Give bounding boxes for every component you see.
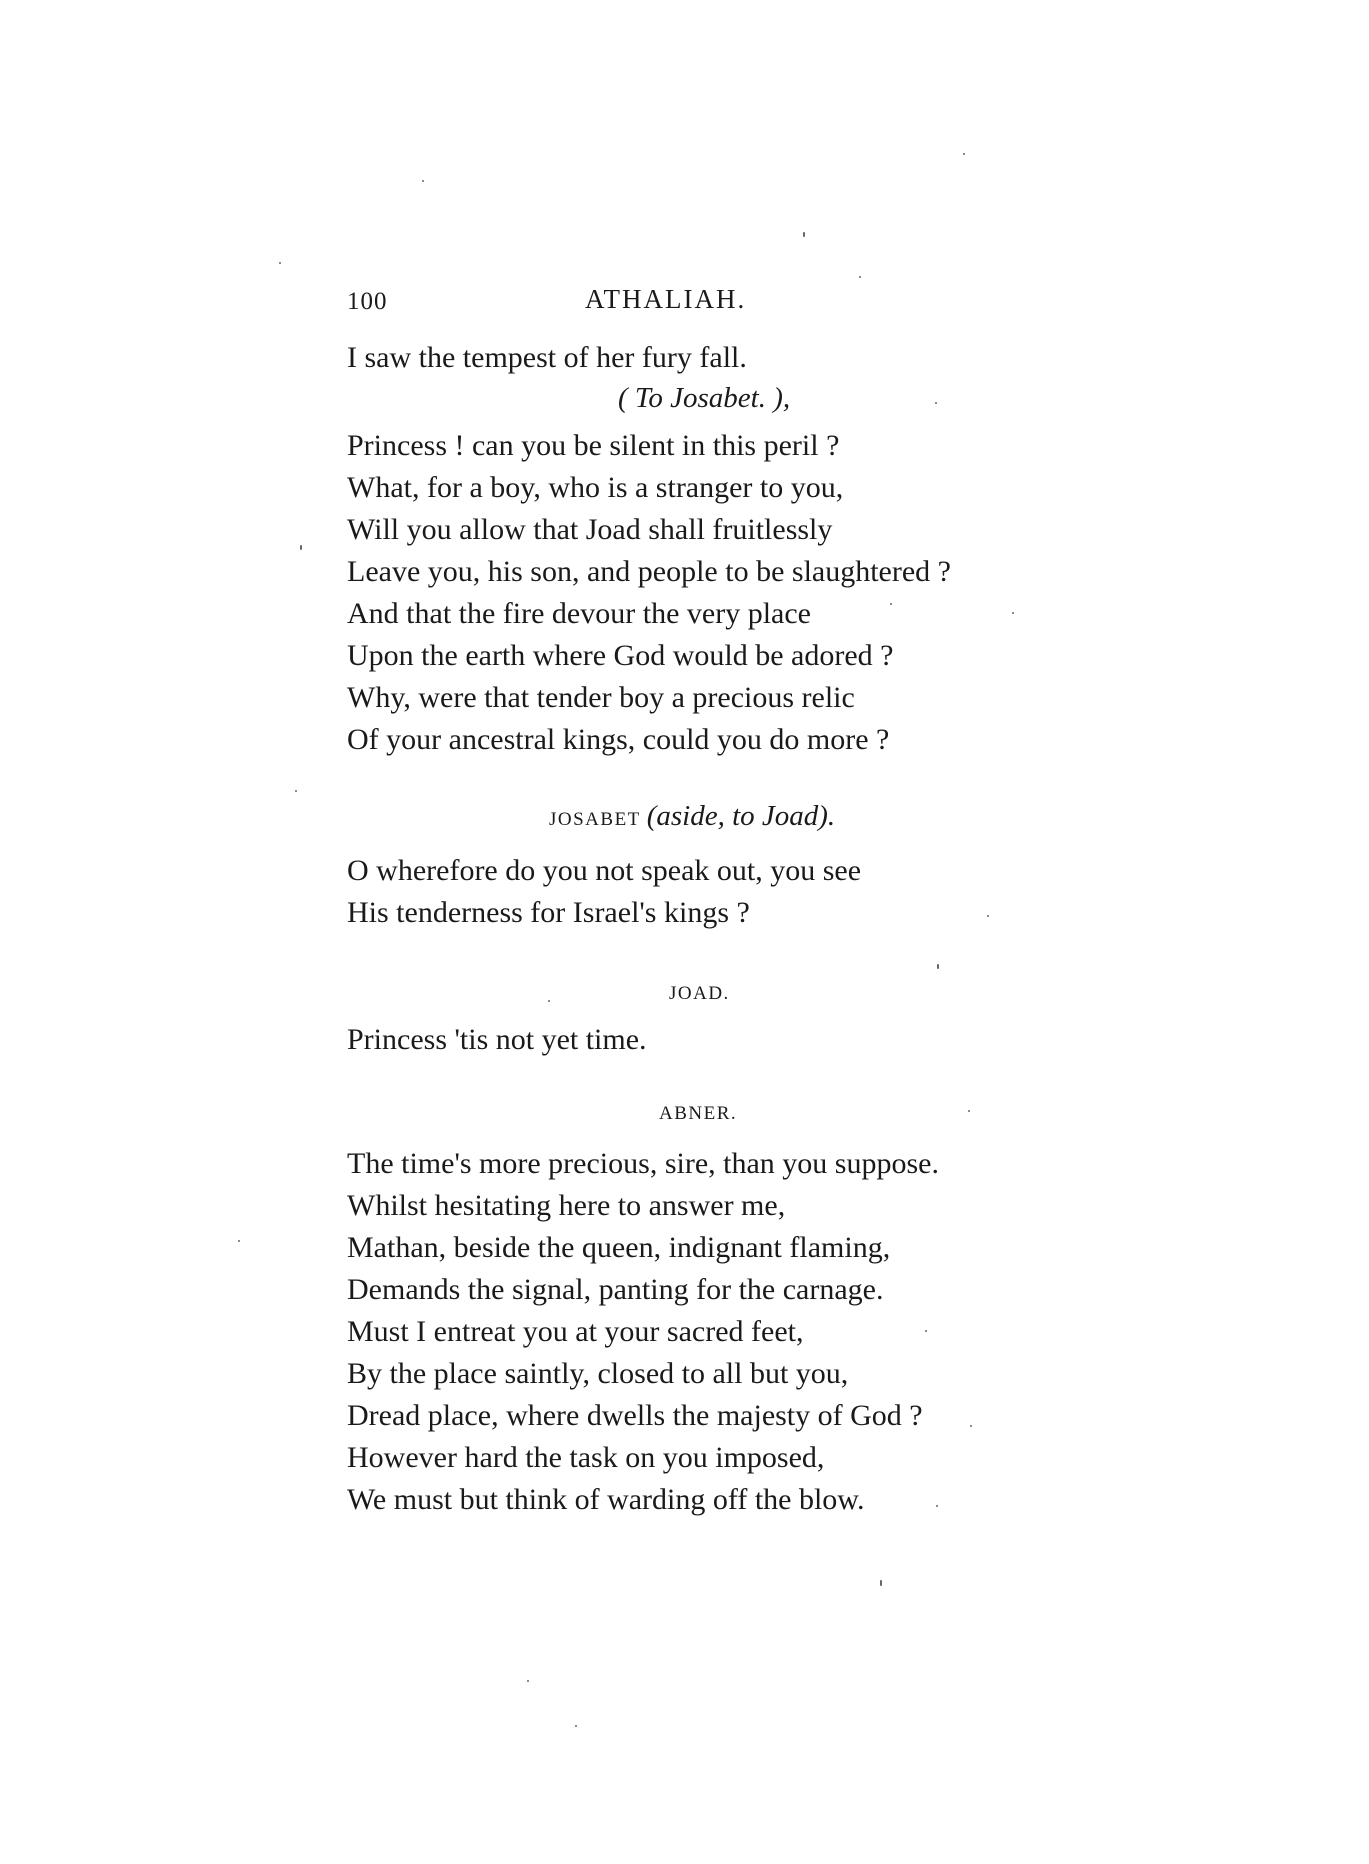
scan-speck bbox=[548, 1000, 550, 1002]
speaker-heading: JOAD. bbox=[669, 983, 730, 1004]
scan-speck bbox=[925, 1330, 927, 1332]
verse-line: And that the fire devour the very place bbox=[347, 597, 811, 630]
scan-speck bbox=[937, 964, 939, 969]
scan-speck bbox=[970, 1425, 972, 1427]
speaker-direction: (aside, to Joad). bbox=[646, 800, 836, 832]
verse-line: His tenderness for Israel's kings ? bbox=[347, 896, 750, 929]
verse-line: Leave you, his son, and people to be slaughtered ? bbox=[347, 555, 951, 588]
scan-speck bbox=[987, 915, 989, 917]
verse-line: Dread place, where dwells the majesty of God ? bbox=[347, 1399, 923, 1432]
running-title: ATHALIAH. bbox=[585, 284, 747, 314]
scan-speck bbox=[238, 1240, 240, 1242]
verse-line: Whilst hesitating here to answer me, bbox=[347, 1189, 786, 1222]
scan-speck bbox=[803, 232, 805, 237]
scan-speck bbox=[968, 1110, 970, 1112]
verse-line: Upon the earth where God would be adored ? bbox=[347, 639, 894, 672]
verse-line: The time's more precious, sire, than you suppose. bbox=[347, 1147, 939, 1180]
verse-line: What, for a boy, who is a stranger to you, bbox=[347, 471, 844, 504]
scan-speck bbox=[575, 1725, 577, 1727]
verse-line: Princess ! can you be silent in this peril ? bbox=[347, 429, 840, 462]
scan-speck bbox=[300, 545, 302, 550]
scan-speck bbox=[880, 1580, 882, 1586]
speaker-name: JOSABET bbox=[549, 809, 641, 830]
verse-line: Of your ancestral kings, could you do more ? bbox=[347, 723, 890, 756]
verse-line: Mathan, beside the queen, indignant flaming, bbox=[347, 1231, 891, 1264]
verse-line: Princess 'tis not yet time. bbox=[347, 1023, 647, 1056]
verse-line: O wherefore do you not speak out, you see bbox=[347, 854, 862, 887]
scan-speck bbox=[422, 180, 424, 182]
scan-speck bbox=[859, 276, 861, 278]
scan-speck bbox=[963, 153, 965, 155]
verse-line: By the place saintly, closed to all but you, bbox=[347, 1357, 849, 1390]
scan-speck bbox=[935, 402, 937, 404]
speaker-heading: ABNER. bbox=[659, 1103, 738, 1124]
verse-line: However hard the task on you imposed, bbox=[347, 1441, 825, 1474]
page-number: 100 bbox=[347, 288, 388, 315]
verse-line: Why, were that tender boy a precious relic bbox=[347, 681, 855, 714]
scan-speck bbox=[1012, 612, 1014, 614]
scan-speck bbox=[279, 262, 281, 264]
verse-line: We must but think of warding off the blow. bbox=[347, 1483, 865, 1516]
verse-line: I saw the tempest of her fury fall. bbox=[347, 341, 747, 374]
verse-line: Demands the signal, panting for the carnage. bbox=[347, 1273, 884, 1306]
running-header bbox=[347, 282, 807, 322]
scan-speck bbox=[527, 1680, 529, 1682]
scan-speck bbox=[890, 603, 892, 605]
scan-speck bbox=[936, 1505, 938, 1507]
scan-speck bbox=[295, 790, 297, 792]
stage-direction: ( To Josabet. ), bbox=[618, 382, 791, 414]
verse-line: Must I entreat you at your sacred feet, bbox=[347, 1315, 804, 1348]
verse-line: Will you allow that Joad shall fruitlessly bbox=[347, 513, 833, 546]
speaker-heading bbox=[549, 800, 835, 833]
